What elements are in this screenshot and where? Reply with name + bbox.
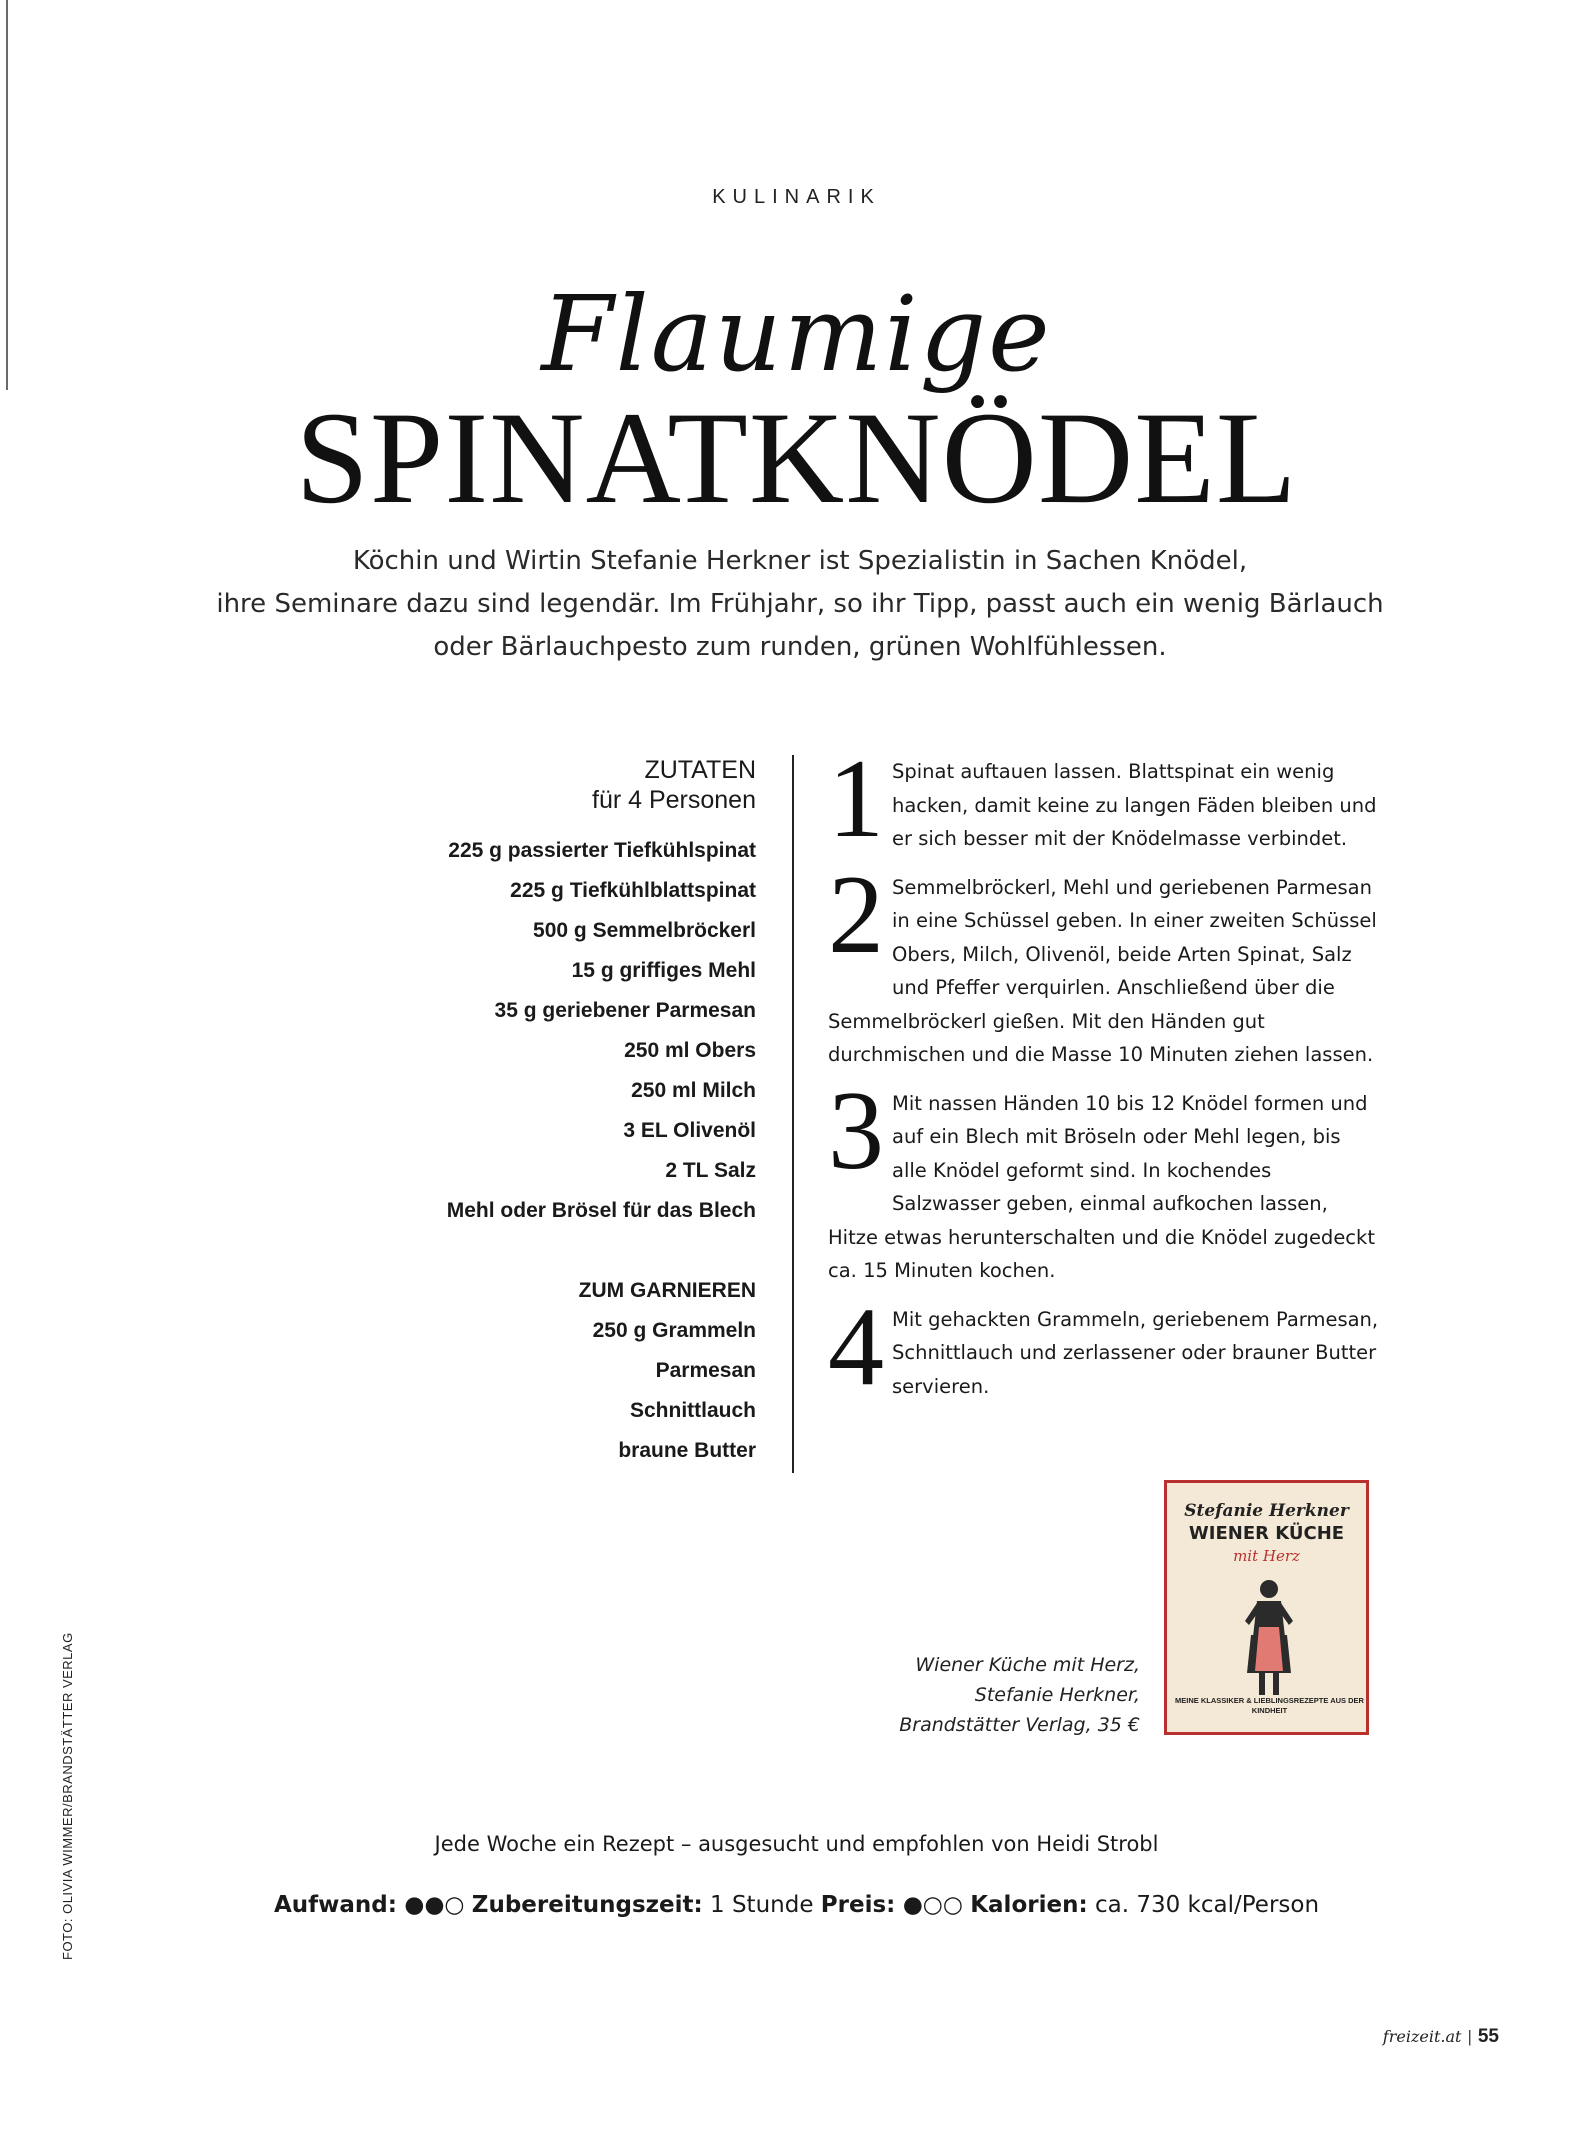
garnish-item: 250 g Grammeln (592, 1319, 756, 1342)
preparation-steps (828, 737, 1380, 1418)
page-number: 55 (1477, 2026, 1499, 2047)
photo-credit: FOTO: OLIVIA WIMMER/BRANDSTÄTTER VERLAG (60, 1632, 75, 1960)
time-value: 1 Stunde (710, 1892, 814, 1918)
step-2 (828, 852, 1380, 1072)
garnish-item: Parmesan (655, 1359, 756, 1382)
caption-line: Brandstätter Verlag, 35 € (899, 1714, 1140, 1736)
ingredient-item: 250 ml Obers (624, 1039, 756, 1062)
step-number: 2 (828, 852, 884, 977)
ingredient-item: 225 g Tiefkühlblattspinat (510, 879, 756, 902)
page-title: SPINATKNÖDEL (295, 384, 1298, 531)
step-text: Mit gehackten Grammeln, geriebenem Parmesan, Schnittlauch und zerlassener oder brauner Butter servieren. (892, 1307, 1379, 1398)
ingredient-item: 3 EL Olivenöl (623, 1119, 756, 1142)
column-divider (792, 755, 794, 1473)
lead-paragraph (150, 540, 1450, 669)
ingredient-item: Mehl oder Brösel für das Blech (446, 1199, 756, 1222)
recipe-info-bar (0, 1892, 1593, 1918)
book-cover-title: WIENER KÜCHE (1188, 1523, 1345, 1544)
lead-line: Köchin und Wirtin Stefanie Herkner ist Spezialistin in Sachen Knödel, (352, 546, 1248, 576)
weekly-note: Jede Woche ein Rezept – ausgesucht und empfohlen von Heidi Strobl (434, 1832, 1159, 1856)
effort-rating: ●●○ (404, 1892, 465, 1918)
ingredient-item: 500 g Semmelbröckerl (533, 919, 756, 942)
ingredients-heading: ZUTATEN (644, 756, 756, 784)
book-cover-author: Stefanie Herkner (1184, 1501, 1349, 1521)
garnish-item: braune Butter (618, 1439, 756, 1462)
ingredient-item: 15 g griffiges Mehl (571, 959, 756, 982)
step-3 (828, 1068, 1380, 1288)
garnish-heading: ZUM GARNIEREN (578, 1279, 756, 1302)
caption-line: Stefanie Herkner, (974, 1684, 1140, 1706)
price-rating: ●○○ (902, 1892, 963, 1918)
calories-label: Kalorien: (970, 1892, 1088, 1918)
step-text: Semmelbröckerl, Mehl und geriebenen Parmesan in eine Schüssel geben. In einer zweiten Schüssel Obers, Milch, Olivenöl, beide Arten Spinat, Salz und Pfeffer verquirlen. Anschließend über die Semmelbröckerl gießen. Mit den Händen gut durchmischen und die Masse 10 Minuten ziehen lassen. (828, 875, 1377, 1066)
step-text: Spinat auftauen lassen. Blattspinat ein wenig hacken, damit keine zu langen Fäden bleiben und er sich besser mit der Knödelmasse verbindet. (892, 760, 1377, 850)
book-cover-subtitle: mit Herz (1233, 1547, 1300, 1565)
step-number: 1 (828, 737, 884, 861)
ingredient-item: 225 g passierter Tiefkühlspinat (448, 839, 756, 862)
cook-figure-illustration (1239, 1575, 1299, 1705)
footer-site: freizeit.at (1382, 2027, 1462, 2046)
book-caption (860, 1650, 1140, 1740)
ingredient-item: 250 ml Milch (631, 1079, 756, 1102)
step-1 (828, 737, 1380, 861)
ingredients-subheading: für 4 Personen (592, 786, 756, 814)
page-footer (1383, 2026, 1499, 2048)
effort-label: Aufwand: (273, 1892, 397, 1918)
ingredients-list (330, 755, 756, 1471)
lead-line: ihre Seminare dazu sind legendär. Im Frühjahr, so ihr Tipp, passt auch ein wenig Bärlauch (216, 589, 1384, 619)
book-cover (1164, 1480, 1369, 1735)
time-label: Zubereitungszeit: (471, 1892, 703, 1918)
price-label: Preis: (820, 1892, 896, 1918)
section-label: KULINARIK (712, 186, 881, 208)
step-text: Mit nassen Händen 10 bis 12 Knödel formen und auf ein Blech mit Bröseln oder Mehl legen, bis alle Knödel geformt sind. In kochendes Salzwasser geben, einmal aufkochen lassen, Hitze etwas herunterschalten und die Knödel zugedeckt ca. 15 Minuten kochen. (828, 1091, 1375, 1282)
calories-value: ca. 730 kcal/Person (1094, 1892, 1320, 1918)
step-number: 3 (828, 1068, 884, 1193)
step-4 (828, 1284, 1380, 1409)
step-number: 4 (828, 1284, 884, 1409)
caption-line: Wiener Küche mit Herz, (915, 1654, 1140, 1676)
garnish-item: Schnittlauch (629, 1399, 756, 1422)
ingredient-item: 35 g geriebener Parmesan (494, 999, 756, 1022)
ingredient-item: 2 TL Salz (665, 1159, 756, 1182)
book-cover-footer: MEINE KLASSIKER & LIEBLINGSREZEPTE AUS DER KINDHEIT (1175, 1696, 1364, 1715)
title-script: Flaumige (541, 273, 1052, 395)
lead-line: oder Bärlauchpesto zum runden, grünen Wohlfühlessen. (433, 632, 1167, 662)
footer-separator: | (1467, 2027, 1472, 2046)
